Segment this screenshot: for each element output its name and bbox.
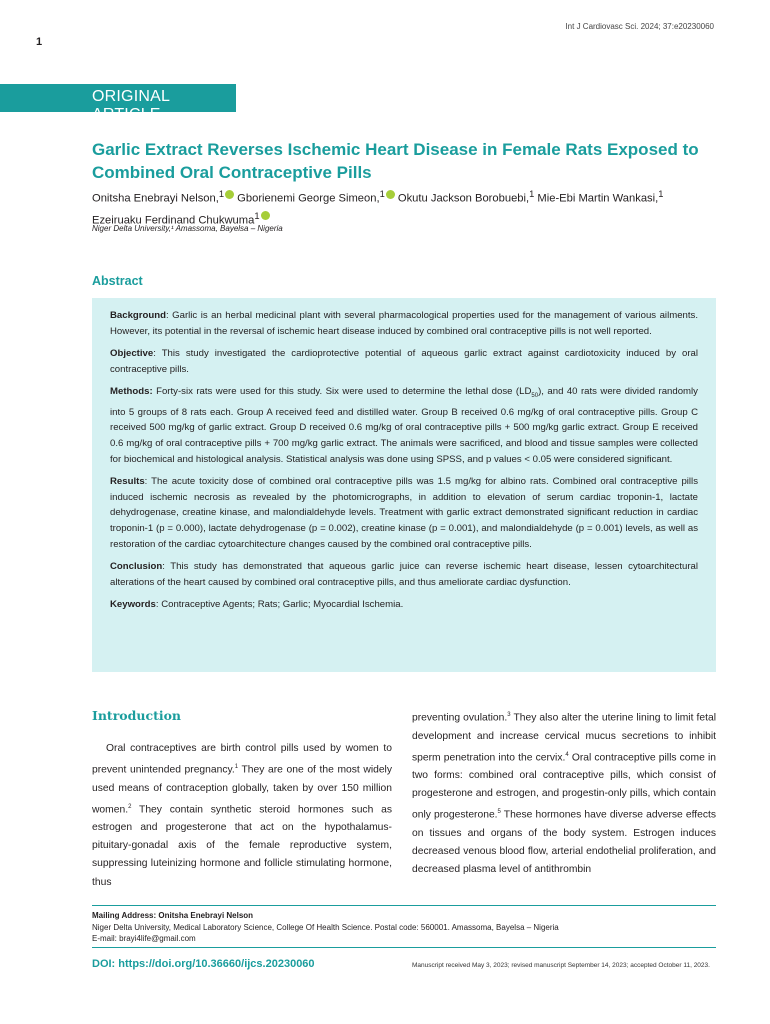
author-name: Onitsha Enebrayi Nelson, bbox=[92, 192, 219, 205]
orcid-icon[interactable] bbox=[261, 211, 270, 220]
results-label: Results bbox=[110, 476, 145, 488]
page-number: 1 bbox=[36, 36, 43, 48]
intro-text: Oral contraceptive pills come in two forms: combined oral contraceptive pills, which consist of progesterone and estrogen, and progestin-only pills, which contain only progesterone. bbox=[412, 752, 716, 821]
article-title: Garlic Extract Reverses Ischemic Heart Disease in Female Rats Exposed to Combined Oral Contraceptive Pills bbox=[92, 140, 699, 182]
citation-mark[interactable]: 2 bbox=[128, 803, 132, 810]
author-name: Okutu Jackson Borobuebi, bbox=[397, 192, 530, 205]
section-label: ORIGINAL ARTICLE bbox=[92, 88, 170, 123]
intro-text: They are one of the most widely used means of contraception globally, taken by over 150 million women. bbox=[92, 764, 392, 816]
introduction-heading: Introduction bbox=[92, 708, 182, 723]
citation-mark[interactable]: 1 bbox=[234, 764, 239, 771]
mailing-address-block bbox=[92, 910, 716, 945]
intro-text: These hormones have diverse adverse effects on tissues and organs of the body system. Estrogen induces decreased venous blood flow, arterial endothelial proliferation, and decreased plasma level of antithrombin bbox=[412, 809, 716, 876]
abstract-background bbox=[110, 308, 698, 339]
doi-link[interactable]: DOI: https://doi.org/10.36660/ijcs.20230060 bbox=[92, 958, 315, 970]
author-name: Gborienemi George Simeon, bbox=[237, 192, 380, 205]
conclusion-label: Conclusion bbox=[110, 561, 163, 573]
author-list bbox=[92, 186, 722, 229]
citation-mark[interactable]: 3 bbox=[507, 712, 511, 718]
methods-label: Methods: bbox=[110, 386, 153, 398]
author-affiliation-mark: 1 bbox=[218, 189, 225, 199]
intro-text: They also alter the uterine lining to limit fetal development and increase cervical mucus secretions to inhibit sperm penetration into the cervix. bbox=[412, 712, 716, 764]
affiliation: Niger Delta University,¹ Amassoma, Bayelsa – Nigeria bbox=[92, 224, 283, 233]
author-name: Mie-Ebi Martin Wankasi, bbox=[537, 192, 659, 205]
citation-mark[interactable]: 5 bbox=[497, 809, 501, 816]
intro-text: preventing ovulation. bbox=[412, 712, 508, 724]
intro-text: Oral contraceptives are birth control pills used by women to prevent unintended pregnancy. bbox=[92, 743, 392, 776]
intro-left-column bbox=[92, 740, 392, 892]
abstract-keywords bbox=[110, 597, 698, 613]
results-text: : The acute toxicity dose of combined oral contraceptive pills was 1.5 mg/kg for albino rats. Combined oral contraceptive pills induced ischemic necrosis as revealed by the photomicrographs, in addition to elevation of serum cardiac troponin-1, lactate dehydrogenase, creatine kinase, and malondialdehyde levels. Treatment with garlic extract demonstrated significant reduction in cardiac troponin-1 (p = 0.000), lactate dehydrogenase (p = 0.002), creatine kinase (p = 0.001), and malondialdehyde (p = 0.001) levels, as well as restoration of the cardiac cytoarchitecture changes caused by the combined oral contraceptive pills. bbox=[110, 476, 698, 550]
background-text: : Garlic is an herbal medicinal plant with several pharmacological properties used for the management of various ailments. However, its potential in the reversal of ischemic heart disease induced by combined oral contraceptive pills is not well reported. bbox=[110, 310, 698, 337]
mailing-heading: Mailing Address: Onitsha Enebrayi Nelson bbox=[92, 911, 254, 920]
abstract-heading: Abstract bbox=[92, 274, 143, 288]
section-banner bbox=[0, 84, 236, 123]
methods-text: Forty-six rats were used for this study. Six were used to determine the lethal dose (LD bbox=[152, 386, 532, 398]
orcid-icon[interactable] bbox=[386, 190, 395, 199]
keywords-text: : Contraceptive Agents; Rats; Garlic; Myocardial Ischemia. bbox=[155, 599, 404, 611]
objective-text: : This study investigated the cardioprotective potential of aqueous garlic extract against cardiotoxicity induced by oral contraceptive pills. bbox=[110, 348, 698, 375]
mailing-address: Niger Delta University, Medical Laboratory Science, College Of Health Science. Postal code: 560001. Amassoma, Bayelsa – Nigeria bbox=[92, 922, 559, 932]
abstract-results bbox=[110, 474, 698, 552]
author-affiliation-mark: 1 bbox=[254, 210, 260, 221]
author-affiliation-mark: 1 bbox=[658, 189, 664, 199]
citation-mark[interactable]: 4 bbox=[565, 751, 569, 758]
abstract-box bbox=[92, 298, 716, 672]
footer-divider bbox=[92, 905, 716, 906]
methods-text-cont: ), and 40 rats were divided randomly into 5 groups of 8 rats each. Group A received feed and distilled water. Group B received 0.6 mg/kg of oral contraceptive pills. Group C received 500 mg/kg of garlic extract. Group D received 0.6 mg/kg of oral contraceptive pills + 500 mg/kg garlic extract. Group E received 0.6 mg/kg of oral contraceptive pills + 700 mg/kg garlic extract. The animals were sacrificed, and blood and tissue samples were collected for biochemical and histological analysis. Statistical analysis was done using SPSS, and p values < 0.05 were considered significant. bbox=[110, 386, 698, 465]
journal-reference: Int J Cardiovasc Sci. 2024; 37:e20230060 bbox=[565, 22, 714, 31]
abstract-conclusion bbox=[110, 559, 698, 590]
orcid-icon[interactable] bbox=[225, 190, 234, 199]
keywords-label: Keywords bbox=[110, 599, 156, 611]
manuscript-dates: Manuscript received May 3, 2023; revised manuscript September 14, 2023; accepted October 11, 2023. bbox=[412, 962, 710, 969]
conclusion-text: : This study has demonstrated that aqueous garlic juice can reverse ischemic heart disease, lessen cytoarchitectural alterations of the heart caused by combined oral contraceptive pills, and thus ameliorate cardiac dysfunction. bbox=[110, 561, 698, 588]
intro-text: They contain synthetic steroid hormones such as estrogen and progesterone that act on the hypothalamus-pituitary-gonadal axis of the female reproductive system, suppressing luteinizing hormone and follicle stimulating hormone, thus bbox=[92, 804, 392, 888]
abstract-methods bbox=[110, 384, 698, 467]
author-affiliation-mark: 1 bbox=[529, 189, 535, 199]
background-label: Background bbox=[110, 310, 166, 321]
intro-right-column bbox=[412, 706, 716, 879]
objective-label: Objective bbox=[110, 348, 154, 360]
ld-subscript: 50 bbox=[531, 393, 539, 400]
author-name: Ezeiruaku Ferdinand Chukwuma bbox=[92, 214, 255, 227]
footer-divider-bottom bbox=[92, 947, 716, 948]
abstract-objective bbox=[110, 346, 698, 377]
email[interactable]: E-mail: brayi4life@gmail.com bbox=[92, 934, 196, 943]
author-affiliation-mark: 1 bbox=[379, 189, 385, 199]
